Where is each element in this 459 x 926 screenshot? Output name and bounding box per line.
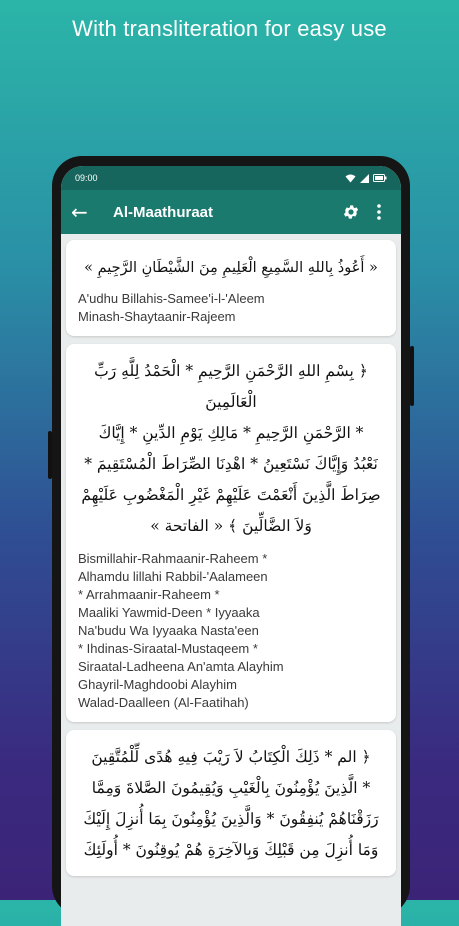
arabic-line: صِرَاطَ الَّذِينَ أَنْعَمْتَ عَلَيْهِمْ غَيْرِ الْمَغْضُوبِ عَلَيْهِمْ	[81, 486, 381, 504]
back-arrow-icon[interactable]: ←	[71, 200, 88, 224]
translit-line: Walad-Daalleen (Al-Faatihah)	[78, 695, 249, 710]
translit-line: Minash-Shaytaanir-Rajeem	[78, 309, 236, 324]
arabic-line: ﴿ بِسْمِ اللهِ الرَّحْمَنِ الرَّحِيمِ * الْحَمْدُ لِلَّهِ رَبِّ الْعَالَمِينَ	[94, 362, 368, 411]
phone-screen	[61, 166, 401, 926]
promo-headline: With transliteration for easy use	[72, 16, 387, 41]
phone-power-button	[410, 346, 414, 406]
translit-line: Maaliki Yawmid-Deen * Iyyaaka	[78, 605, 260, 620]
status-bar	[61, 166, 401, 190]
status-icons	[345, 174, 387, 183]
page-title: Al-Maathuraat	[113, 203, 214, 221]
phone-side-button	[48, 431, 52, 479]
gear-icon	[342, 203, 360, 221]
dhikr-card[interactable]	[66, 240, 396, 336]
translit-line: * Ihdinas-Siraatal-Mustaqeem *	[78, 641, 258, 656]
translit-line: Ghayril-Maghdoobi Alayhim	[78, 677, 237, 692]
settings-button[interactable]	[337, 198, 365, 226]
translit-line: * Arrahmaanir-Raheem *	[78, 587, 220, 602]
arabic-line: وَمَا أُنزِلَ مِن قَبْلِكَ وَبِالآخِرَةِ هُمْ يُوقِنُونَ * أُولَئِكَ	[83, 841, 379, 859]
more-options-button[interactable]	[365, 198, 393, 226]
dhikr-card[interactable]	[66, 730, 396, 876]
signal-icon	[360, 174, 369, 183]
dhikr-list[interactable]	[61, 234, 401, 876]
arabic-line: رَزَقْنَاهُمْ يُنفِقُونَ * وَالَّذِينَ يُؤْمِنُونَ بِمَا أُنزِلَ إِلَيْكَ	[83, 810, 379, 828]
translit-line: A'udhu Billahis-Samee'i-l-'Aleem	[78, 291, 265, 306]
translit-line: Alhamdu lillahi Rabbil-'Aalameen	[78, 569, 268, 584]
arabic-line: « أَعُوذُ بِاللهِ السَّمِيعِ الْعَلِيمِ مِنَ الشَّيْطَانِ الرَّجِيمِ »	[84, 260, 378, 276]
arabic-text	[78, 356, 384, 542]
status-time: 09:00	[75, 173, 98, 183]
arabic-line: وَلاَ الضَّالِّينَ ﴾ « الفاتحة »	[150, 517, 312, 535]
phone-frame	[52, 156, 410, 916]
wifi-icon	[345, 174, 356, 183]
translit-line: Bismillahir-Rahmaanir-Raheem *	[78, 551, 268, 566]
transliteration-text	[78, 290, 384, 326]
transliteration-text	[78, 550, 384, 712]
arabic-line: * الرَّحْمَنِ الرَّحِيمِ * مَالِكِ يَوْمِ الدِّينِ * إِيَّاكَ	[98, 424, 364, 442]
arabic-line: نَعْبُدُ وَإِيَّاكَ نَسْتَعِينُ * اهْدِنَا الصِّرَاطَ الْمُسْتَقِيمَ *	[84, 455, 378, 473]
arabic-text	[78, 742, 384, 866]
arabic-text	[78, 254, 384, 282]
translit-line: Siraatal-Ladheena An'amta Alayhim	[78, 659, 284, 674]
dhikr-card[interactable]	[66, 344, 396, 722]
more-vert-icon	[376, 203, 382, 221]
arabic-line: * الَّذِينَ يُؤْمِنُونَ بِالْغَيْبِ وَيُقِيمُونَ الصَّلاةَ وَمِمَّا	[91, 779, 371, 797]
battery-icon	[373, 174, 387, 182]
translit-line: Na'budu Wa Iyyaaka Nasta'een	[78, 623, 259, 638]
app-bar	[61, 190, 401, 234]
arabic-line: ﴿ الم * ذَلِكَ الْكِتَابُ لاَ رَيْبَ فِيهِ هُدًى لِّلْمُتَّقِينَ	[91, 748, 371, 766]
